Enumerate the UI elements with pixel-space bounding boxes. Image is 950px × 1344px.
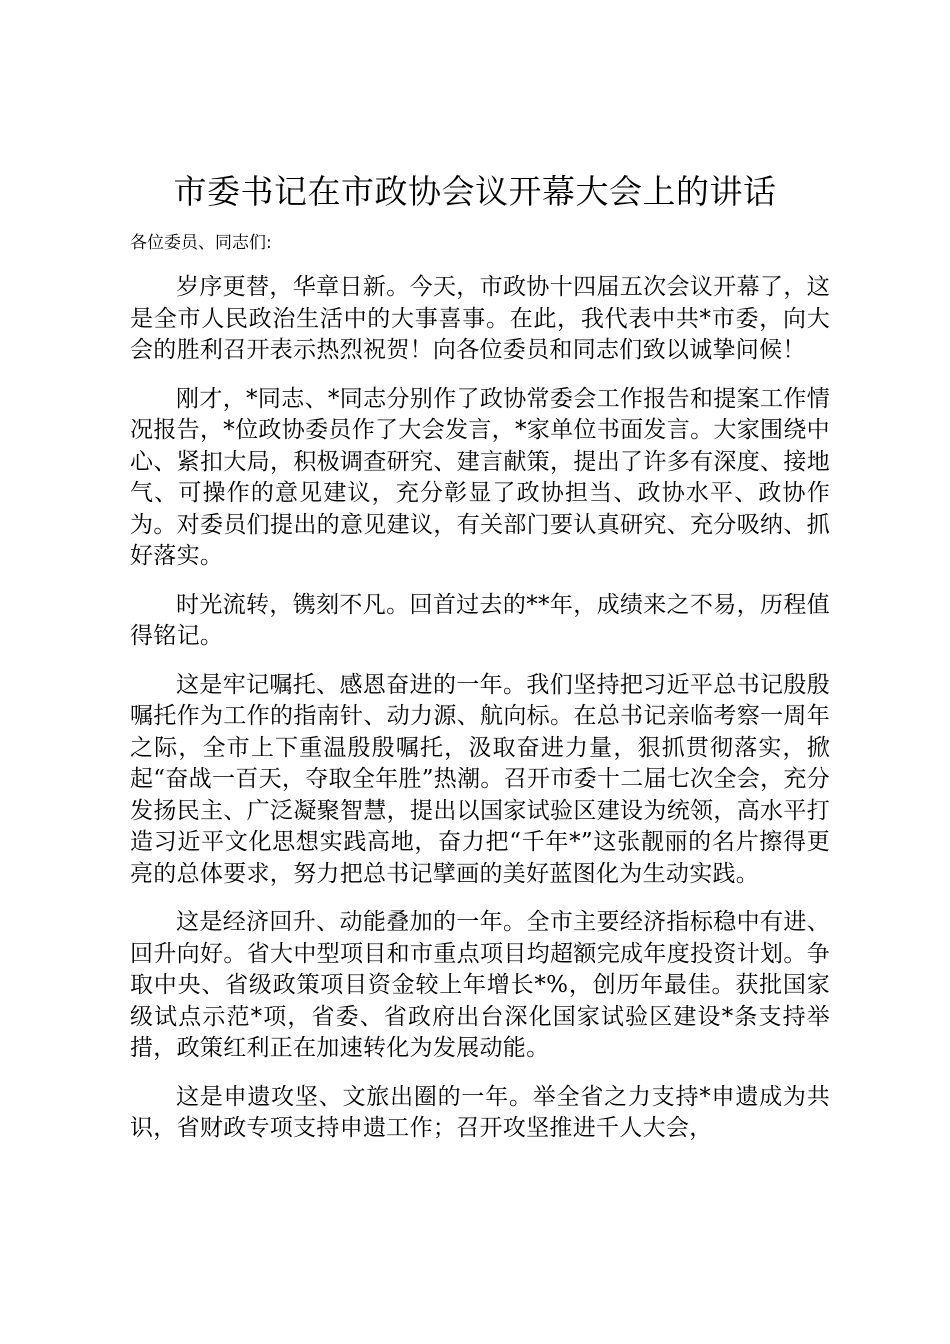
paragraph-review: 时光流转，镌刻不凡。回首过去的**年，成绩来之不易，历程值得铭记。 xyxy=(130,591,830,649)
document-body xyxy=(130,272,830,1162)
paragraph-economy: 这是经济回升、动能叠加的一年。全市主要经济指标稳中有进、回升向好。省大中型项目和市重点项目均超额完成年度投资计划。争取中央、省级政策项目资金较上年增长*%，创历年最佳。获批国家级试点示范*项，省委、省政府出台深化国家试验区建设*条支持举措，政策红利正在加速转化为发展动能。 xyxy=(130,909,830,1061)
paragraph-opening: 岁序更替，华章日新。今天，市政协十四届五次会议开幕了，这是全市人民政治生活中的大事喜事。在此，我代表中共*市委，向大会的胜利召开表示热烈祝贺！向各位委员和同志们致以诚挚问候！ xyxy=(130,274,830,363)
paragraph-heritage: 这是申遗攻坚、文旅出圈的一年。举全省之力支持*申遗成为共识，省财政专项支持申遗工作；召开攻坚推进千人大会， xyxy=(130,1083,830,1141)
paragraph-mandate: 这是牢记嘱托、感恩奋进的一年。我们坚持把习近平总书记殷殷嘱托作为工作的指南针、动力源、航向标。在总书记亲临考察一周年之际，全市上下重温殷殷嘱托，汲取奋进力量，狠抓贯彻落实，掀起“奋战一百天，夺取全年胜”热潮。召开市委十二届七次全会，充分发扬民主、广泛凝聚智慧，提出以国家试验区建设为统领，高水平打造习近平文化思想实践高地，奋力把“千年*”这张靓丽的名片擦得更亮的总体要求，努力把总书记擘画的美好蓝图化为生动实践。 xyxy=(130,671,830,887)
paragraph-reports: 刚才，*同志、*同志分别作了政协常委会工作报告和提案工作情况报告，*位政协委员作了大会发言，*家单位书面发言。大家围绕中心、紧扣大局，积极调查研究、建言献策，提出了许多有深度、接地气、可操作的意见建议，充分彰显了政协担当、政协水平、政协作为。对委员们提出的意见建议，有关部门要认真研究、充分吸纳、抓好落实。 xyxy=(130,385,830,569)
salutation: 各位委员、同志们: xyxy=(130,233,272,253)
document-title: 市委书记在市政协会议开幕大会上的讲话 xyxy=(173,172,777,211)
